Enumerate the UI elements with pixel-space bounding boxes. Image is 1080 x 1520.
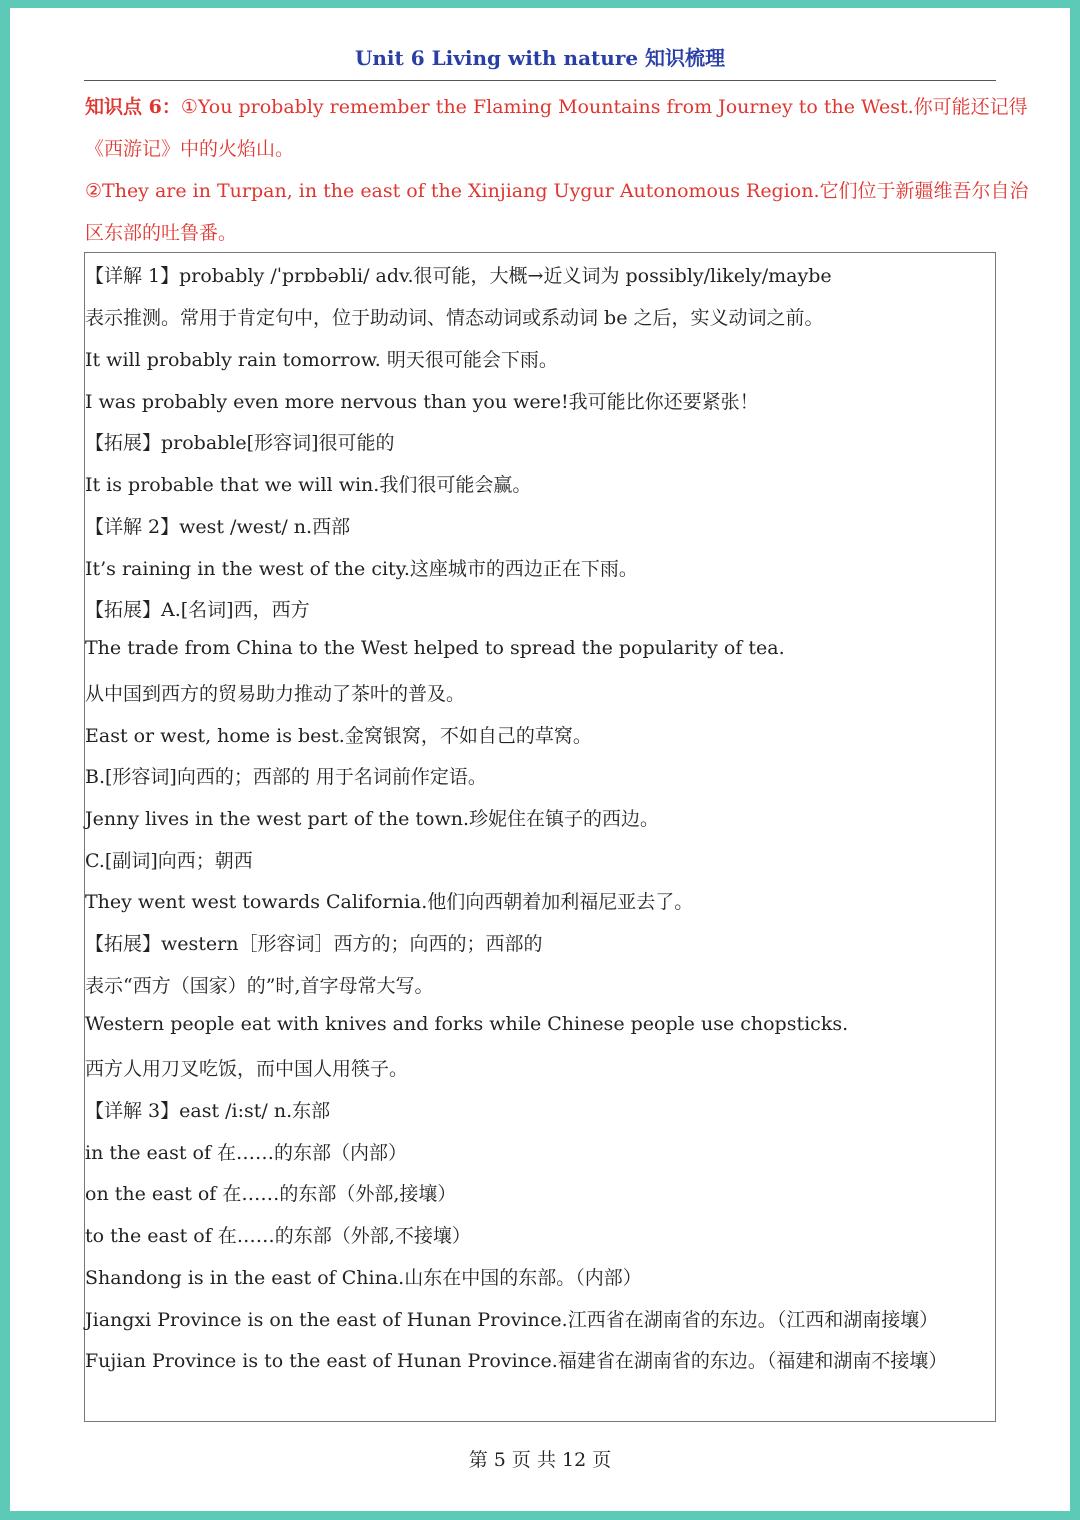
- knowledge-point-line-2: 《西游记》中的火焰山。: [85, 138, 295, 160]
- content-line: It’s raining in the west of the city.这座城市的西边正在下雨。: [85, 558, 638, 580]
- content-line: Jiangxi Province is on the east of Hunan Province.江西省在湖南省的东边。（江西和湖南接壤）: [85, 1309, 939, 1331]
- content-line: It is probable that we will win.我们很可能会赢。: [85, 474, 532, 496]
- content-line: 【详解 3】east /i:st/ n.东部: [85, 1100, 331, 1122]
- content-line: 从中国到西方的贸易助力推动了茶叶的普及。: [85, 683, 466, 705]
- content-line: 表示推测。常用于肯定句中，位于助动词、情态动词或系动词 be 之后，实义动词之前。: [85, 307, 824, 329]
- knowledge-point-text-1: ①You probably remember the Flaming Mountains from Journey to the West.你可能还记得: [180, 96, 1028, 118]
- header-divider: [84, 80, 996, 81]
- content-line: 【详解 1】probably /ˈprɒbəbli/ adv.很可能，大概→近义词为 possibly/likely/maybe: [85, 265, 832, 287]
- content-line: 【拓展】western［形容词］西方的；向西的；西部的: [85, 933, 543, 955]
- content-line: East or west, home is best.金窝银窝，不如自己的草窝。: [85, 725, 592, 747]
- content-line: It will probably rain tomorrow. 明天很可能会下雨。: [85, 349, 558, 371]
- content-line: They went west towards California.他们向西朝着加利福尼亚去了。: [85, 891, 694, 913]
- knowledge-point-line-4: 区东部的吐鲁番。: [85, 222, 238, 244]
- knowledge-point-line-3: ②They are in Turpan, in the east of the Xinjiang Uygur Autonomous Region.它们位于新疆维吾尔自治: [85, 180, 1029, 202]
- content-line: B.[形容词]向西的；西部的 用于名词前作定语。: [85, 766, 487, 788]
- document-page: [10, 8, 1070, 1511]
- content-line: 西方人用刀叉吃饭，而中国人用筷子。: [85, 1058, 409, 1080]
- content-line: in the east of 在……的东部（内部）: [85, 1142, 408, 1164]
- page-number-footer: 第 5 页 共 12 页: [468, 1449, 612, 1471]
- content-line: on the east of 在……的东部（外部,接壤）: [85, 1183, 457, 1205]
- content-line: 【拓展】A.[名词]西，西方: [85, 599, 310, 621]
- page-header-title: Unit 6 Living with nature 知识梳理: [354, 46, 726, 70]
- content-line: Western people eat with knives and forks while Chinese people use chopsticks.: [85, 1013, 849, 1035]
- content-line: 表示“西方（国家）的”时,首字母常大写。: [85, 975, 434, 997]
- content-line: Jenny lives in the west part of the town.珍妮住在镇子的西边。: [85, 808, 659, 830]
- knowledge-point-label: 知识点 6：: [85, 96, 181, 118]
- content-line: I was probably even more nervous than you were!我可能比你还要紧张！: [85, 391, 759, 413]
- knowledge-point-line-1: [85, 92, 1028, 119]
- content-line: The trade from China to the West helped to spread the popularity of tea.: [85, 637, 785, 659]
- content-line: Shandong is in the east of China.山东在中国的东部。（内部）: [85, 1267, 642, 1289]
- content-line: C.[副词]向西；朝西: [85, 850, 253, 872]
- content-line: Fujian Province is to the east of Hunan Province.福建省在湖南省的东边。（福建和湖南不接壤）: [85, 1350, 948, 1372]
- content-line: 【拓展】probable[形容词]很可能的: [85, 432, 395, 454]
- content-line: to the east of 在……的东部（外部,不接壤）: [85, 1225, 471, 1247]
- content-line: 【详解 2】west /west/ n.西部: [85, 516, 351, 538]
